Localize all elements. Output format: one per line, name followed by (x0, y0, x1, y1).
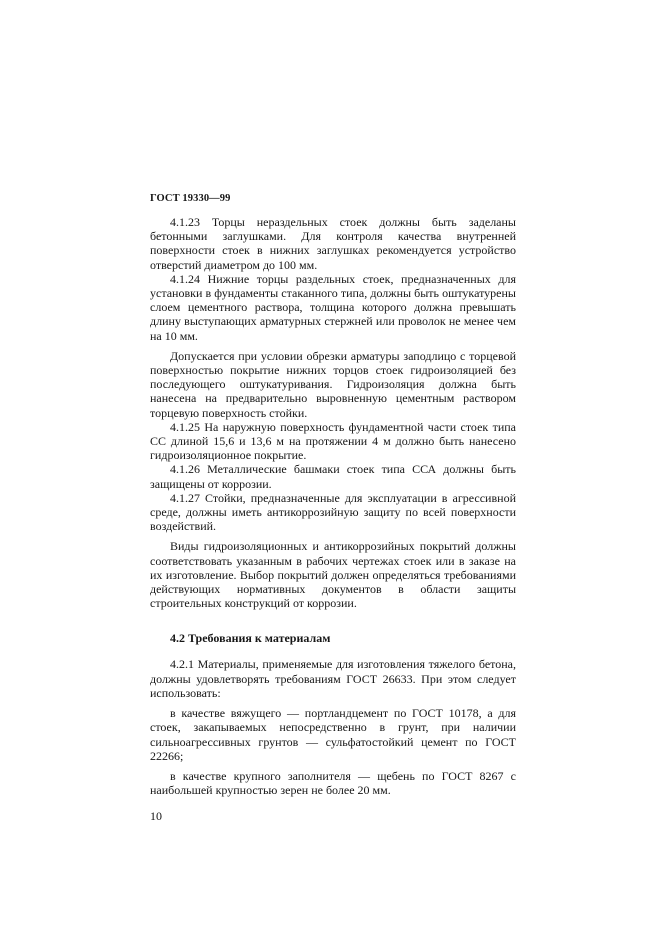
paragraph-4-1-24-note: Допускается при условии обрезки арматуры заподлицо с торцевой поверхностью покрытие нижних торцов стоек гидроизоляцией без последующего оштукатуривания. Гидроизоляция должна быть нанесена на предварительно выровненную цементным раствором торцевую поверхность стойки. (150, 348, 516, 420)
paragraph-4-1-27: 4.1.27 Стойки, предназначенные для эксплуатации в агрессивной среде, должны иметь антикоррозийную защиту по всей поверхности воздействий. (150, 490, 516, 534)
document-page (150, 192, 516, 823)
section-title: 4.2 Требования к материалам (170, 631, 331, 646)
document-header: ГОСТ 19330—99 (150, 193, 231, 204)
paragraph-4-1-25: 4.1.25 На наружную поверхность фундаментной части стоек типа СС длиной 15,6 и 13,6 м на протяжении 4 м должно быть нанесено гидроизоляционное покрытие. (150, 419, 516, 463)
paragraph-binder: в качестве вяжущего — портландцемент по ГОСТ 10178, а для стоек, закапываемых непосредственно в грунт, при наличии сильноагрессивных грунтов — сульфатостойкий цемент по ГОСТ 22266; (150, 706, 516, 763)
paragraph-4-1-23: 4.1.23 Торцы нераздельных стоек должны быть заделаны бетонными заглушками. Для контроля качества внутренней поверхности стоек в нижних заглушках рекомендуется устройство отверстий диаметром до 100 мм. (150, 215, 516, 272)
paragraph-4-1-24: 4.1.24 Нижние торцы раздельных стоек, предназначенных для установки в фундаменты стаканного типа, должны быть оштукатурены слоем цементного раствора, толщина которого должна превышать длину выступающих арматурных стержней или проволок не менее чем на 10 мм. (150, 271, 516, 343)
paragraph-4-1-27-coatings: Виды гидроизоляционных и антикоррозийных покрытий должны соответствовать указанным в рабочих чертежах стоек или в заказе на их изготовление. Выбор покрытий должен определяться требованиями действующих нормативных документов в области защиты строительных конструкций от коррозии. (150, 539, 516, 611)
paragraph-4-1-26: 4.1.26 Металлические башмаки стоек типа ССА должны быть защищены от коррозии. (150, 462, 516, 491)
paragraph-aggregate: в качестве крупного заполнителя — щебень по ГОСТ 8267 с наибольшей крупностью зерен не более 20 мм. (150, 768, 516, 798)
paragraph-4-2-1: 4.2.1 Материалы, применяемые для изготовления тяжелого бетона, должны удовлетворять требованиям ГОСТ 26633. При этом следует использовать: (150, 657, 516, 700)
page-number: 10 (150, 809, 162, 824)
